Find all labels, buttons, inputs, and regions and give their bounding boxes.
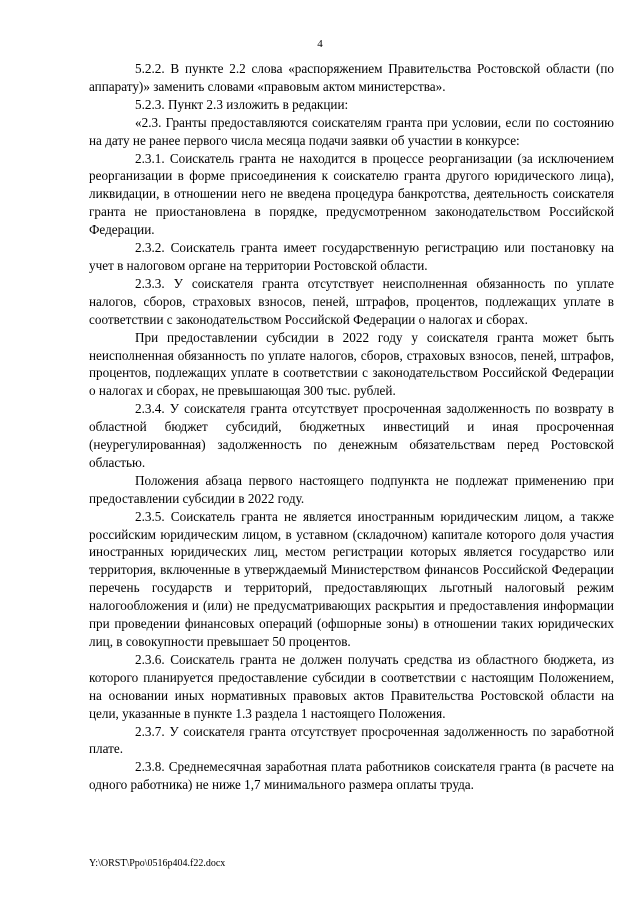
paragraph-2-3-8: 2.3.8. Среднемесячная заработная плата работников соискателя гранта (в расчете на одного работника) не ниже 1,7 минимального размера оплаты труда. — [89, 759, 614, 793]
paragraph-2-3-7: 2.3.7. У соискателя гранта отсутствует просроченная задолженность по заработной плате. — [89, 723, 614, 757]
paragraph-2-3-3: 2.3.3. У соискателя гранта отсутствует неисполненная обязанность по уплате налогов, сборов, страховых взносов, пеней, штрафов, процентов, подлежащих уплате в соответствии с законодательством Российской Федерации о налогах и сборах. — [89, 275, 614, 327]
paragraph-2-3-3-subsidy-2022: При предоставлении субсидии в 2022 году у соискателя гранта может быть неисполненная обязанность по уплате налогов, сборов, страховых взносов, пеней, штрафов, процентов, подлежащих уплате в соответствии с законодательством Российской Федерации о налогах и сборах, не превышающая 300 тыс. рублей. — [89, 329, 614, 399]
paragraph-2-3-5: 2.3.5. Соискатель гранта не является иностранным юридическим лицом, а также российским юридическим лицом, в уставном (складочном) капитале которого доля участия иностранных юридических лиц, местом регистрации которых является государство или территория, включенные в утверждаемый Министерством финансов Российской Федерации перечень государств и территорий, предоставляющих льготный налоговый режим налогообложения и (или) не предусматривающих раскрытия и предоставления информации при проведении финансовых операций (офшорные зоны) в отношении таких юридических лиц, в совокупности превышает 50 процентов. — [89, 508, 614, 649]
paragraph-2-3-1: 2.3.1. Соискатель гранта не находится в процессе реорганизации (за исключением реорганизации в форме присоединения к соискателю гранта другого юридического лица), ликвидации, в отношении него не введена процедура банкротства, деятельность соискателя гранта не приостановлена в порядке, предусмотренном законодательством Российской Федерации. — [89, 150, 614, 238]
paragraph-2-3-4-exception: Положения абзаца первого настоящего подпункта не подлежат применению при предоставлении субсидии в 2022 году. — [89, 472, 614, 506]
footer-file-path: Y:\ORST\Ppo\0516p404.f22.docx — [89, 858, 226, 869]
paragraph-5-2-3: 5.2.3. Пункт 2.3 изложить в редакции: — [135, 96, 349, 112]
paragraph-2-3-4: 2.3.4. У соискателя гранта отсутствует просроченная задолженность по возврату в областной бюджет субсидий, бюджетных инвестиций и иная просроченная (неурегулированная) задолженность по денежным обязательствам перед Ростовской областью. — [89, 401, 614, 470]
document-body — [89, 60, 614, 794]
paragraph-2-3: «2.3. Гранты предоставляются соискателям гранта при условии, если по состоянию на дату не ранее первого числа месяца подачи заявки об участии в конкурсе: — [89, 114, 614, 148]
paragraph-2-3-2: 2.3.2. Соискатель гранта имеет государственную регистрацию или постановку на учет в налоговом органе на территории Ростовской области. — [89, 240, 614, 273]
paragraph-5-2-2: 5.2.2. В пункте 2.2 слова «распоряжением Правительства Ростовской области (по аппарату)» заменить словами «правовым актом министерства». — [89, 61, 614, 94]
paragraph-2-3-6: 2.3.6. Соискатель гранта не должен получать средства из областного бюджета, из которого планируется предоставление субсидии в соответствии с настоящим Положением, на основании иных нормативных правовых актов Правительства Ростовской области на цели, указанные в пункте 1.3 раздела 1 настоящего Положения. — [89, 651, 614, 721]
page-number: 4 — [317, 38, 323, 50]
